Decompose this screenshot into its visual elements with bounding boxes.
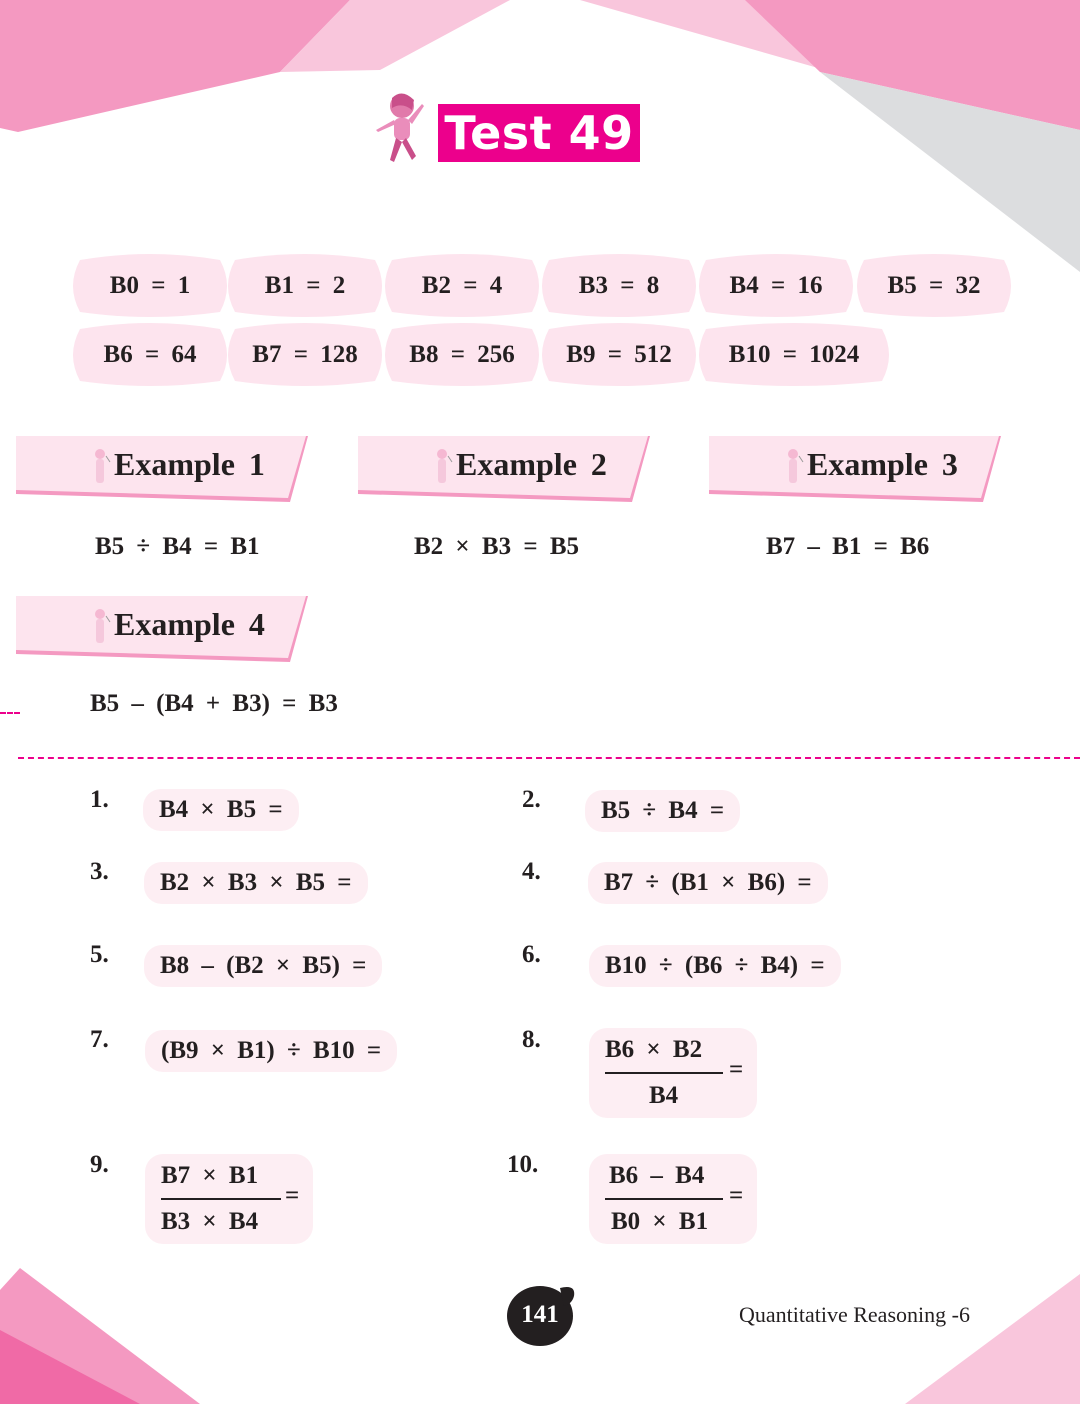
b-value-chip: [541, 323, 697, 387]
question-number: 4.: [522, 858, 541, 885]
page-number-badge: [502, 1282, 578, 1348]
book-title: Quantitative Reasoning -6: [739, 1302, 970, 1327]
question-number: 9.: [90, 1151, 109, 1178]
question-number: 10.: [507, 1151, 539, 1178]
question-number: 6.: [522, 941, 541, 968]
pencil-girl-icon: [88, 608, 112, 648]
question-number: 1.: [90, 786, 109, 813]
b-value-text: B6 = 64: [103, 341, 197, 368]
b-value-chip: [856, 254, 1012, 318]
example-banner: [358, 436, 650, 504]
page-title: Test 49: [438, 104, 640, 162]
question-expression: (B9 × B1) ÷ B10 =: [145, 1030, 397, 1072]
fraction-denominator: B0 × B1: [611, 1208, 709, 1235]
fraction-bar: [605, 1072, 723, 1074]
question-expression: B5 ÷ B4 =: [585, 790, 740, 832]
question-number: 5.: [90, 941, 109, 968]
fraction-numerator: B7 × B1: [161, 1162, 259, 1189]
b-value-chip: [72, 254, 228, 318]
b-value-text: B8 = 256: [409, 341, 515, 368]
b-value-text: B9 = 512: [566, 341, 672, 368]
fraction-equals: =: [729, 1056, 744, 1083]
example-equation: B7 – B1 = B6: [766, 533, 930, 560]
example-banner: [16, 596, 308, 664]
example-equation: B2 × B3 = B5: [414, 533, 580, 560]
b-value-chip: [384, 323, 540, 387]
question-expression: B4 × B5 =: [143, 789, 299, 831]
b-value-text: B4 = 16: [729, 272, 823, 299]
pencil-girl-icon: [88, 448, 112, 488]
fraction-numerator: B6 × B2: [605, 1036, 703, 1063]
divider: [18, 757, 1080, 759]
b-value-chip: [227, 323, 383, 387]
question-number: 2.: [522, 786, 541, 813]
b-value-text: B10 = 1024: [728, 341, 860, 368]
question-fraction: [589, 1154, 757, 1244]
b-value-chip: [698, 254, 854, 318]
fraction-bar: [605, 1198, 723, 1200]
b-value-text: B5 = 32: [887, 272, 981, 299]
fraction-numerator: B6 – B4: [609, 1162, 705, 1189]
pencil-girl-icon: [781, 448, 805, 488]
question-fraction: [589, 1028, 757, 1118]
question-expression: B7 ÷ (B1 × B6) =: [588, 862, 828, 904]
b-value-chip: [384, 254, 540, 318]
fraction-bar: [161, 1198, 281, 1200]
b-value-text: B3 = 8: [578, 272, 660, 299]
b-value-text: B2 = 4: [421, 272, 503, 299]
example-label: Example 3: [807, 446, 958, 482]
b-value-text: B7 = 128: [252, 341, 358, 368]
pencil-girl-icon: [430, 448, 454, 488]
question-expression: B2 × B3 × B5 =: [144, 862, 368, 904]
fraction-equals: =: [285, 1182, 300, 1209]
example-label: Example 1: [114, 446, 265, 482]
fraction-denominator: B3 × B4: [161, 1208, 259, 1235]
b-value-chip: [541, 254, 697, 318]
question-expression: B8 – (B2 × B5) =: [144, 945, 382, 987]
question-expression: B10 ÷ (B6 ÷ B4) =: [589, 945, 841, 987]
girl-figure-icon: [372, 90, 428, 166]
example-equation: B5 – (B4 + B3) = B3: [90, 690, 338, 717]
b-value-chip: [72, 323, 228, 387]
b-value-text: B1 = 2: [264, 272, 346, 299]
fraction-equals: =: [729, 1182, 744, 1209]
example-label: Example 2: [456, 446, 607, 482]
question-number: 3.: [90, 858, 109, 885]
divider: [0, 712, 20, 714]
b-value-chip: [227, 254, 383, 318]
example-banner: [16, 436, 308, 504]
b-value-chip: [698, 323, 890, 387]
b-value-text: B0 = 1: [109, 272, 191, 299]
fraction-denominator: B4: [649, 1082, 679, 1109]
question-fraction: [145, 1154, 313, 1244]
question-number: 7.: [90, 1026, 109, 1053]
page-number: 141: [521, 1301, 559, 1328]
example-equation: B5 ÷ B4 = B1: [95, 533, 260, 560]
question-number: 8.: [522, 1026, 541, 1053]
example-label: Example 4: [114, 606, 265, 642]
example-banner: [709, 436, 1001, 504]
